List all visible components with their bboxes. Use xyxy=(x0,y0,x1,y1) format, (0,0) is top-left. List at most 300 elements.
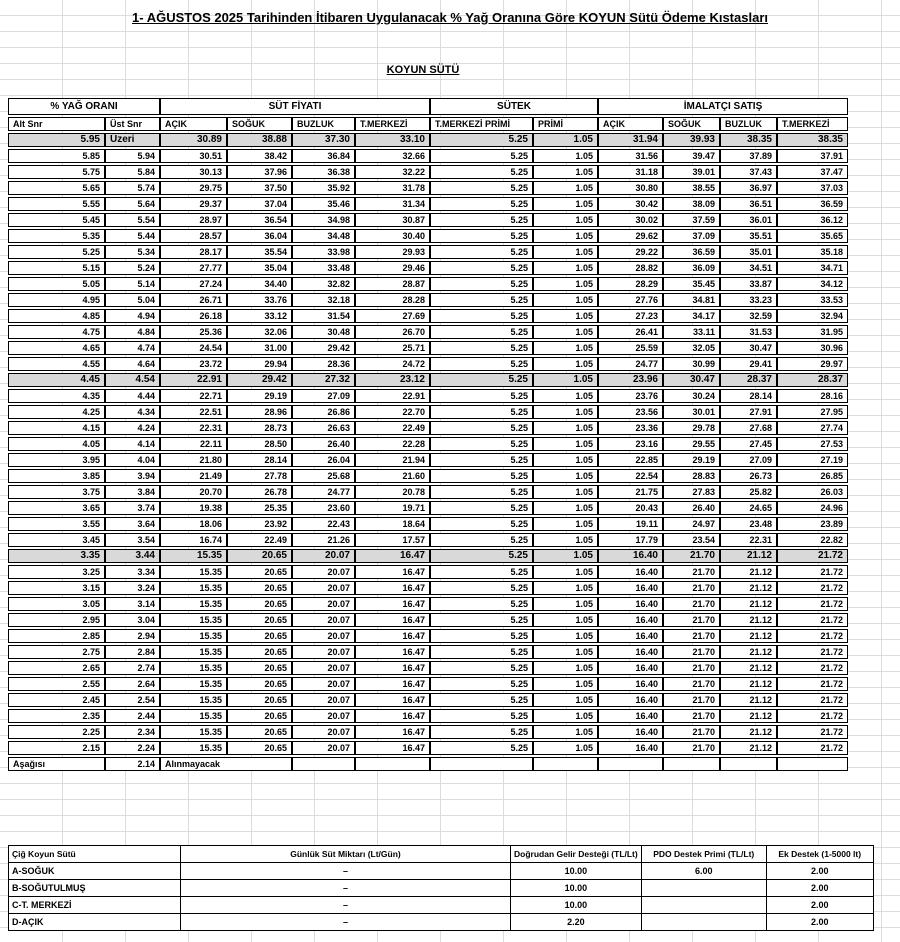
cell[interactable]: 30.89 xyxy=(160,133,227,147)
column-group-header[interactable]: % YAĞ ORANI xyxy=(8,98,160,115)
cell[interactable]: 2.64 xyxy=(105,677,160,691)
cell[interactable]: 4.64 xyxy=(105,357,160,371)
cell[interactable]: 29.94 xyxy=(227,357,292,371)
cell[interactable]: 1.05 xyxy=(533,469,598,483)
column-header[interactable]: AÇIK xyxy=(598,117,663,131)
cell[interactable]: 4.34 xyxy=(105,405,160,419)
cell[interactable]: 23.89 xyxy=(777,517,848,531)
cell[interactable]: 4.35 xyxy=(8,389,105,403)
cell[interactable]: 2.84 xyxy=(105,645,160,659)
cell[interactable]: 36.38 xyxy=(292,165,355,179)
cell[interactable]: 21.12 xyxy=(720,629,777,643)
cell[interactable]: 38.88 xyxy=(227,133,292,147)
cell[interactable]: 32.06 xyxy=(227,325,292,339)
column-header[interactable]: AÇIK xyxy=(160,117,227,131)
cell[interactable]: 20.07 xyxy=(292,645,355,659)
cell[interactable]: 38.09 xyxy=(663,197,720,211)
cell[interactable]: 21.72 xyxy=(777,677,848,691)
cell[interactable]: 2.15 xyxy=(8,741,105,755)
support-cell[interactable]: B-SOĞUTULMUŞ xyxy=(9,880,181,897)
cell-empty[interactable] xyxy=(598,757,663,771)
cell[interactable]: 22.91 xyxy=(355,389,430,403)
cell[interactable]: 24.54 xyxy=(160,341,227,355)
cell[interactable]: 24.77 xyxy=(292,485,355,499)
cell[interactable]: 5.44 xyxy=(105,229,160,243)
cell[interactable]: 23.36 xyxy=(598,421,663,435)
cell[interactable]: 3.85 xyxy=(8,469,105,483)
cell[interactable]: 1.05 xyxy=(533,693,598,707)
cell[interactable]: 32.82 xyxy=(292,277,355,291)
cell[interactable]: 20.07 xyxy=(292,661,355,675)
cell[interactable]: 29.42 xyxy=(227,373,292,387)
cell[interactable]: 1.05 xyxy=(533,629,598,643)
support-cell[interactable]: D-AÇIK xyxy=(9,914,181,931)
cell[interactable]: 35.18 xyxy=(777,245,848,259)
cell[interactable]: 21.70 xyxy=(663,693,720,707)
cell[interactable]: 3.84 xyxy=(105,485,160,499)
cell[interactable]: 37.30 xyxy=(292,133,355,147)
cell[interactable]: 3.14 xyxy=(105,597,160,611)
cell[interactable]: 27.68 xyxy=(720,421,777,435)
cell[interactable]: 28.36 xyxy=(292,357,355,371)
cell[interactable]: 27.69 xyxy=(355,309,430,323)
cell[interactable]: 23.56 xyxy=(598,405,663,419)
cell[interactable]: 21.72 xyxy=(777,741,848,755)
support-cell[interactable]: 6.00 xyxy=(641,863,766,880)
cell[interactable]: 20.65 xyxy=(227,629,292,643)
cell[interactable]: 23.72 xyxy=(160,357,227,371)
cell[interactable]: 22.82 xyxy=(777,533,848,547)
cell[interactable]: 21.72 xyxy=(777,613,848,627)
cell[interactable]: 25.36 xyxy=(160,325,227,339)
cell[interactable]: 5.04 xyxy=(105,293,160,307)
cell[interactable]: 5.25 xyxy=(430,741,533,755)
cell-empty[interactable] xyxy=(292,757,355,771)
cell[interactable]: 29.97 xyxy=(777,357,848,371)
cell[interactable]: 26.40 xyxy=(292,437,355,451)
support-column-header[interactable]: Ek Destek (1-5000 lt) xyxy=(766,846,873,863)
cell[interactable]: 3.44 xyxy=(105,549,160,563)
cell[interactable]: 22.54 xyxy=(598,469,663,483)
support-cell[interactable]: 10.00 xyxy=(511,863,642,880)
cell[interactable]: 34.48 xyxy=(292,229,355,243)
cell[interactable]: 16.40 xyxy=(598,693,663,707)
cell[interactable]: 33.76 xyxy=(227,293,292,307)
cell[interactable]: 3.35 xyxy=(8,549,105,563)
cell[interactable]: 31.94 xyxy=(598,133,663,147)
cell[interactable]: 1.05 xyxy=(533,549,598,563)
cell[interactable]: 31.53 xyxy=(720,325,777,339)
cell[interactable]: 24.96 xyxy=(777,501,848,515)
cell-asagisi-label[interactable]: Aşağısı xyxy=(8,757,105,771)
cell[interactable]: 15.35 xyxy=(160,741,227,755)
cell-empty[interactable] xyxy=(533,757,598,771)
cell[interactable]: 5.25 xyxy=(430,725,533,739)
cell[interactable]: 33.48 xyxy=(292,261,355,275)
cell[interactable]: 21.12 xyxy=(720,581,777,595)
cell[interactable]: 16.47 xyxy=(355,629,430,643)
cell[interactable]: 21.70 xyxy=(663,581,720,595)
cell[interactable]: 1.05 xyxy=(533,293,598,307)
cell[interactable]: 23.76 xyxy=(598,389,663,403)
cell[interactable]: 2.44 xyxy=(105,709,160,723)
cell[interactable]: 35.45 xyxy=(663,277,720,291)
column-group-header[interactable]: İMALATÇI SATIŞ xyxy=(598,98,848,115)
cell[interactable]: 21.12 xyxy=(720,597,777,611)
cell[interactable]: 1.05 xyxy=(533,741,598,755)
cell[interactable]: 22.85 xyxy=(598,453,663,467)
cell[interactable]: 1.05 xyxy=(533,325,598,339)
cell[interactable]: 30.99 xyxy=(663,357,720,371)
cell[interactable]: 32.05 xyxy=(663,341,720,355)
cell[interactable]: 4.44 xyxy=(105,389,160,403)
cell[interactable]: 30.80 xyxy=(598,181,663,195)
cell[interactable]: 1.05 xyxy=(533,485,598,499)
cell[interactable]: 5.05 xyxy=(8,277,105,291)
cell[interactable]: 26.04 xyxy=(292,453,355,467)
cell[interactable]: 1.05 xyxy=(533,165,598,179)
cell[interactable]: 30.47 xyxy=(663,373,720,387)
support-column-header[interactable]: Günlük Süt Miktarı (Lt/Gün) xyxy=(181,846,511,863)
cell[interactable]: 21.12 xyxy=(720,549,777,563)
cell[interactable]: 21.49 xyxy=(160,469,227,483)
cell[interactable]: 30.40 xyxy=(355,229,430,243)
cell[interactable]: 16.47 xyxy=(355,597,430,611)
cell[interactable]: 33.53 xyxy=(777,293,848,307)
cell[interactable]: 38.35 xyxy=(777,133,848,147)
cell[interactable]: 3.34 xyxy=(105,565,160,579)
cell[interactable]: 1.05 xyxy=(533,213,598,227)
cell[interactable]: 3.05 xyxy=(8,597,105,611)
cell[interactable]: 4.24 xyxy=(105,421,160,435)
cell[interactable]: 4.95 xyxy=(8,293,105,307)
cell[interactable]: 21.72 xyxy=(777,549,848,563)
cell[interactable]: 16.40 xyxy=(598,661,663,675)
cell[interactable]: 21.70 xyxy=(663,597,720,611)
cell[interactable]: 22.31 xyxy=(720,533,777,547)
cell[interactable]: 20.07 xyxy=(292,581,355,595)
cell[interactable]: 1.05 xyxy=(533,389,598,403)
cell[interactable]: 21.60 xyxy=(355,469,430,483)
cell[interactable]: 30.96 xyxy=(777,341,848,355)
cell[interactable]: 37.43 xyxy=(720,165,777,179)
cell[interactable]: 1.05 xyxy=(533,149,598,163)
cell[interactable]: 4.75 xyxy=(8,325,105,339)
cell[interactable]: 27.32 xyxy=(292,373,355,387)
support-cell[interactable]: 2.00 xyxy=(766,863,873,880)
cell[interactable]: 21.26 xyxy=(292,533,355,547)
cell[interactable]: 20.65 xyxy=(227,661,292,675)
cell[interactable]: 21.12 xyxy=(720,613,777,627)
cell[interactable]: 16.47 xyxy=(355,725,430,739)
cell[interactable]: 28.50 xyxy=(227,437,292,451)
column-group-header[interactable]: SÜTEK xyxy=(430,98,598,115)
cell[interactable]: 34.81 xyxy=(663,293,720,307)
cell[interactable]: 4.25 xyxy=(8,405,105,419)
cell[interactable]: 32.66 xyxy=(355,149,430,163)
cell[interactable]: 5.25 xyxy=(430,213,533,227)
cell[interactable]: 35.01 xyxy=(720,245,777,259)
cell[interactable]: 20.65 xyxy=(227,613,292,627)
cell[interactable]: 2.34 xyxy=(105,725,160,739)
cell[interactable]: 35.46 xyxy=(292,197,355,211)
cell[interactable]: 21.12 xyxy=(720,565,777,579)
cell[interactable]: 29.78 xyxy=(663,421,720,435)
column-header[interactable]: BUZLUK xyxy=(292,117,355,131)
cell[interactable]: 29.19 xyxy=(227,389,292,403)
column-header[interactable]: Alt Snr xyxy=(8,117,105,131)
cell[interactable]: 25.71 xyxy=(355,341,430,355)
cell[interactable]: 1.05 xyxy=(533,453,598,467)
cell[interactable]: 1.05 xyxy=(533,645,598,659)
cell[interactable]: 16.47 xyxy=(355,709,430,723)
column-header[interactable]: T.MERKEZİ xyxy=(777,117,848,131)
cell[interactable]: 5.64 xyxy=(105,197,160,211)
support-column-header[interactable]: Çiğ Koyun Sütü xyxy=(9,846,181,863)
cell[interactable]: 27.53 xyxy=(777,437,848,451)
cell[interactable]: 4.04 xyxy=(105,453,160,467)
cell[interactable]: 1.05 xyxy=(533,405,598,419)
cell[interactable]: 36.12 xyxy=(777,213,848,227)
cell[interactable]: 29.42 xyxy=(292,341,355,355)
cell[interactable]: 25.35 xyxy=(227,501,292,515)
cell[interactable]: 36.59 xyxy=(777,197,848,211)
cell[interactable]: 16.47 xyxy=(355,741,430,755)
cell[interactable]: 21.12 xyxy=(720,693,777,707)
cell[interactable]: 22.51 xyxy=(160,405,227,419)
support-cell[interactable]: C-T. MERKEZİ xyxy=(9,897,181,914)
cell[interactable]: 32.22 xyxy=(355,165,430,179)
cell[interactable]: 37.04 xyxy=(227,197,292,211)
cell[interactable]: 27.95 xyxy=(777,405,848,419)
cell-asagisi-limit[interactable]: 2.14 xyxy=(105,757,160,771)
cell[interactable]: 28.16 xyxy=(777,389,848,403)
cell[interactable]: 21.72 xyxy=(777,581,848,595)
cell[interactable]: 33.12 xyxy=(227,309,292,323)
cell[interactable]: 4.85 xyxy=(8,309,105,323)
cell[interactable]: 4.94 xyxy=(105,309,160,323)
support-cell[interactable]: A-SOĞUK xyxy=(9,863,181,880)
cell[interactable]: 5.25 xyxy=(430,597,533,611)
cell[interactable]: 20.07 xyxy=(292,597,355,611)
cell[interactable]: 38.35 xyxy=(720,133,777,147)
cell[interactable]: 35.92 xyxy=(292,181,355,195)
cell[interactable]: 1.05 xyxy=(533,661,598,675)
cell[interactable]: 29.46 xyxy=(355,261,430,275)
cell[interactable]: 30.13 xyxy=(160,165,227,179)
cell[interactable]: 29.93 xyxy=(355,245,430,259)
cell[interactable]: 27.09 xyxy=(292,389,355,403)
cell[interactable]: 26.41 xyxy=(598,325,663,339)
column-group-header[interactable]: SÜT FİYATI xyxy=(160,98,430,115)
cell[interactable]: 38.42 xyxy=(227,149,292,163)
cell[interactable]: 3.45 xyxy=(8,533,105,547)
cell[interactable]: 3.54 xyxy=(105,533,160,547)
cell[interactable]: 1.05 xyxy=(533,277,598,291)
cell[interactable]: 20.07 xyxy=(292,741,355,755)
cell[interactable]: 5.25 xyxy=(430,549,533,563)
cell[interactable]: 15.35 xyxy=(160,581,227,595)
cell[interactable]: 5.24 xyxy=(105,261,160,275)
cell[interactable]: 5.25 xyxy=(430,421,533,435)
cell[interactable]: 31.95 xyxy=(777,325,848,339)
cell[interactable]: 20.65 xyxy=(227,565,292,579)
cell[interactable]: 16.47 xyxy=(355,549,430,563)
cell[interactable]: 21.70 xyxy=(663,549,720,563)
cell[interactable]: 21.80 xyxy=(160,453,227,467)
cell[interactable]: 33.87 xyxy=(720,277,777,291)
cell[interactable]: 28.14 xyxy=(227,453,292,467)
cell[interactable]: 27.91 xyxy=(720,405,777,419)
cell[interactable]: 28.37 xyxy=(777,373,848,387)
cell[interactable]: 24.65 xyxy=(720,501,777,515)
cell[interactable]: 2.85 xyxy=(8,629,105,643)
cell[interactable]: 1.05 xyxy=(533,357,598,371)
cell[interactable]: 4.74 xyxy=(105,341,160,355)
cell[interactable]: 37.03 xyxy=(777,181,848,195)
cell[interactable]: 5.25 xyxy=(430,197,533,211)
cell[interactable]: 5.25 xyxy=(430,709,533,723)
cell[interactable]: 5.25 xyxy=(430,693,533,707)
cell[interactable]: 16.40 xyxy=(598,581,663,595)
cell[interactable]: 28.87 xyxy=(355,277,430,291)
cell[interactable]: 24.77 xyxy=(598,357,663,371)
cell[interactable]: 2.24 xyxy=(105,741,160,755)
cell[interactable]: 5.25 xyxy=(430,501,533,515)
cell[interactable]: 21.70 xyxy=(663,629,720,643)
cell[interactable]: 15.35 xyxy=(160,725,227,739)
cell[interactable]: 30.87 xyxy=(355,213,430,227)
cell[interactable]: 29.22 xyxy=(598,245,663,259)
cell[interactable]: 27.83 xyxy=(663,485,720,499)
cell[interactable]: 26.86 xyxy=(292,405,355,419)
cell[interactable]: 21.72 xyxy=(777,661,848,675)
cell[interactable]: 5.34 xyxy=(105,245,160,259)
cell[interactable]: 21.72 xyxy=(777,629,848,643)
cell[interactable]: 3.25 xyxy=(8,565,105,579)
cell[interactable]: 3.55 xyxy=(8,517,105,531)
cell[interactable]: 36.04 xyxy=(227,229,292,243)
cell[interactable]: 16.40 xyxy=(598,741,663,755)
cell[interactable]: 37.96 xyxy=(227,165,292,179)
cell[interactable]: 21.12 xyxy=(720,725,777,739)
column-header[interactable]: SOĞUK xyxy=(663,117,720,131)
cell[interactable]: 30.01 xyxy=(663,405,720,419)
support-cell[interactable]: 2.00 xyxy=(766,880,873,897)
cell[interactable]: 1.05 xyxy=(533,309,598,323)
support-cell[interactable]: – xyxy=(181,863,511,880)
cell[interactable]: 29.55 xyxy=(663,437,720,451)
cell[interactable]: 16.40 xyxy=(598,645,663,659)
cell[interactable]: 1.05 xyxy=(533,229,598,243)
cell[interactable]: 1.05 xyxy=(533,533,598,547)
cell[interactable]: 20.65 xyxy=(227,645,292,659)
cell[interactable]: 2.65 xyxy=(8,661,105,675)
cell[interactable]: 29.62 xyxy=(598,229,663,243)
cell[interactable]: 34.71 xyxy=(777,261,848,275)
cell[interactable]: 2.94 xyxy=(105,629,160,643)
cell[interactable]: 5.75 xyxy=(8,165,105,179)
cell[interactable]: 36.09 xyxy=(663,261,720,275)
cell[interactable]: 21.12 xyxy=(720,645,777,659)
cell[interactable]: 1.05 xyxy=(533,725,598,739)
cell[interactable]: 16.47 xyxy=(355,565,430,579)
cell[interactable]: 21.12 xyxy=(720,741,777,755)
cell[interactable]: 16.40 xyxy=(598,725,663,739)
cell[interactable]: 26.78 xyxy=(227,485,292,499)
cell[interactable]: 2.54 xyxy=(105,693,160,707)
cell[interactable]: 20.65 xyxy=(227,709,292,723)
support-cell[interactable] xyxy=(641,897,766,914)
column-header[interactable]: T.MERKEZİ PRİMİ xyxy=(430,117,533,131)
cell[interactable]: 5.25 xyxy=(430,309,533,323)
cell[interactable]: 23.16 xyxy=(598,437,663,451)
cell[interactable]: 15.35 xyxy=(160,709,227,723)
cell-empty[interactable] xyxy=(355,757,430,771)
cell[interactable]: 37.91 xyxy=(777,149,848,163)
cell[interactable]: 33.10 xyxy=(355,133,430,147)
cell[interactable]: 22.28 xyxy=(355,437,430,451)
cell[interactable]: 5.25 xyxy=(8,245,105,259)
cell[interactable]: 16.47 xyxy=(355,581,430,595)
cell[interactable]: 28.73 xyxy=(227,421,292,435)
cell[interactable]: 1.05 xyxy=(533,437,598,451)
support-cell[interactable]: 2.00 xyxy=(766,914,873,931)
cell[interactable]: 37.59 xyxy=(663,213,720,227)
cell[interactable]: 21.94 xyxy=(355,453,430,467)
cell[interactable]: 5.45 xyxy=(8,213,105,227)
cell[interactable]: 23.54 xyxy=(663,533,720,547)
cell[interactable]: 5.14 xyxy=(105,277,160,291)
cell[interactable]: 21.70 xyxy=(663,677,720,691)
cell[interactable]: 3.04 xyxy=(105,613,160,627)
cell[interactable]: 1.05 xyxy=(533,133,598,147)
cell[interactable]: 36.97 xyxy=(720,181,777,195)
cell[interactable]: 5.25 xyxy=(430,357,533,371)
cell[interactable]: 2.35 xyxy=(8,709,105,723)
cell-asagisi-note[interactable]: Alınmayacak xyxy=(160,757,292,771)
cell[interactable]: 22.91 xyxy=(160,373,227,387)
cell[interactable]: 23.12 xyxy=(355,373,430,387)
cell[interactable]: 4.55 xyxy=(8,357,105,371)
cell[interactable]: 2.75 xyxy=(8,645,105,659)
cell[interactable]: 5.25 xyxy=(430,389,533,403)
cell[interactable]: 15.35 xyxy=(160,613,227,627)
cell[interactable]: 20.07 xyxy=(292,693,355,707)
cell-empty[interactable] xyxy=(663,757,720,771)
cell[interactable]: 21.75 xyxy=(598,485,663,499)
cell[interactable]: 21.70 xyxy=(663,709,720,723)
cell[interactable]: 22.49 xyxy=(355,421,430,435)
cell[interactable]: 27.09 xyxy=(720,453,777,467)
cell[interactable]: 15.35 xyxy=(160,549,227,563)
cell[interactable]: 4.45 xyxy=(8,373,105,387)
cell[interactable]: 33.11 xyxy=(663,325,720,339)
cell[interactable]: 23.48 xyxy=(720,517,777,531)
cell[interactable]: 1.05 xyxy=(533,517,598,531)
cell[interactable]: 19.38 xyxy=(160,501,227,515)
cell[interactable]: 21.70 xyxy=(663,661,720,675)
cell[interactable]: 34.12 xyxy=(777,277,848,291)
cell[interactable]: 21.70 xyxy=(663,565,720,579)
cell[interactable]: 26.63 xyxy=(292,421,355,435)
cell[interactable]: 3.24 xyxy=(105,581,160,595)
cell[interactable]: 3.95 xyxy=(8,453,105,467)
cell[interactable]: 25.59 xyxy=(598,341,663,355)
cell[interactable]: 31.34 xyxy=(355,197,430,211)
cell[interactable]: 30.42 xyxy=(598,197,663,211)
cell[interactable]: 5.25 xyxy=(430,437,533,451)
